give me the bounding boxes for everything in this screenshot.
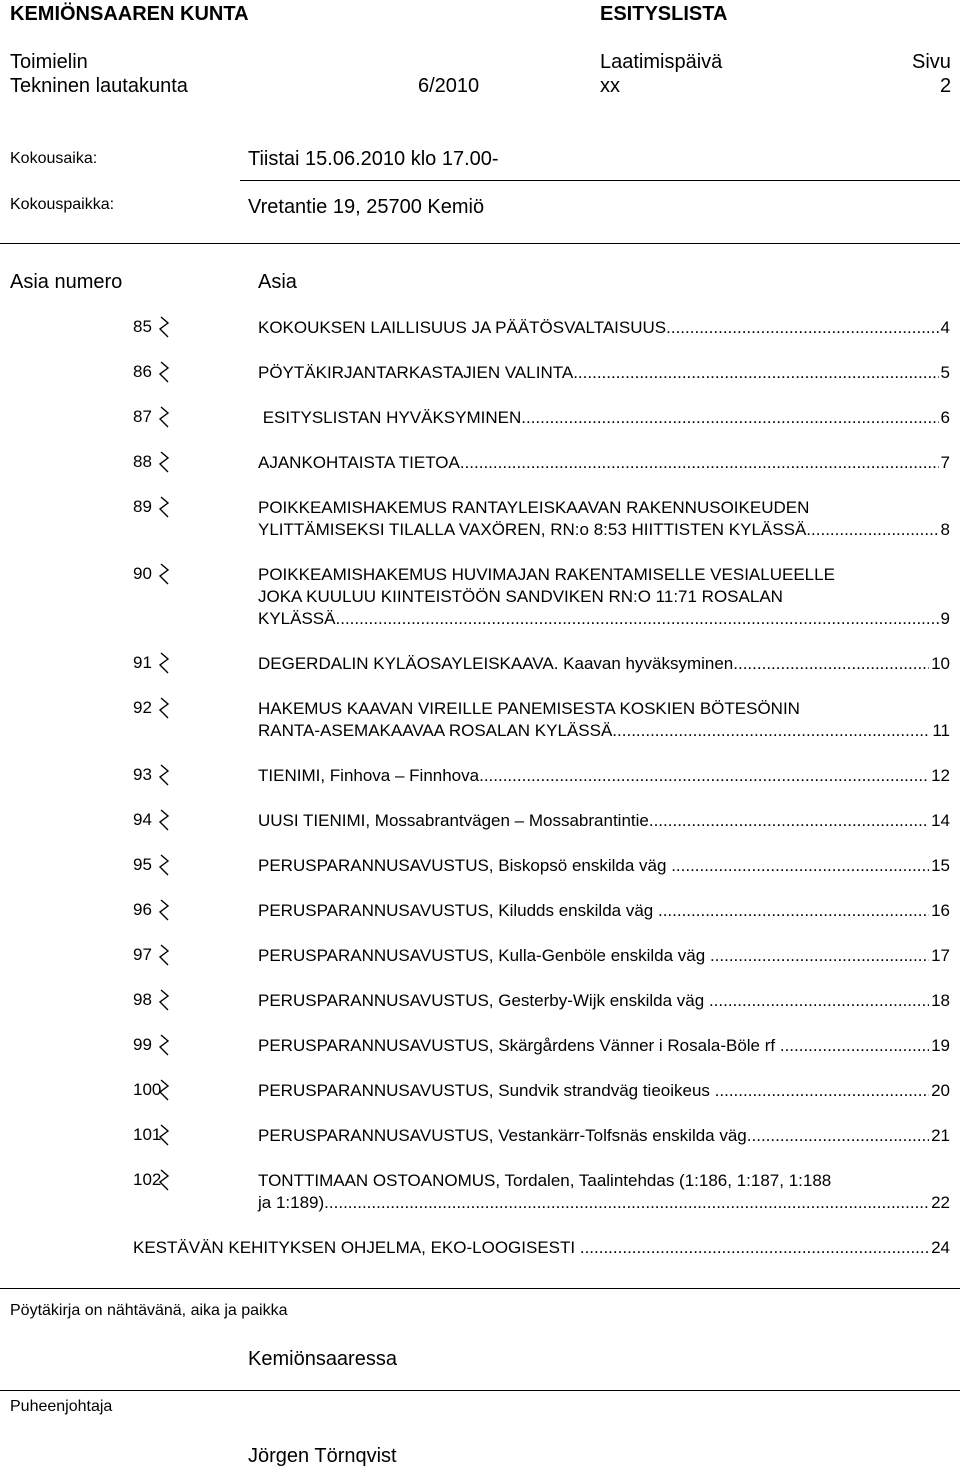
leader-dots [460, 452, 939, 474]
divider [0, 1288, 960, 1289]
item-number: 97 [133, 945, 152, 964]
item-page-number: 22 [931, 1193, 950, 1212]
item-page-number: 10 [931, 654, 950, 673]
item-page-number: 6 [940, 408, 950, 427]
organ-label: Toimielin [10, 51, 88, 73]
leader-dots [573, 362, 938, 384]
final-agenda-item [133, 1238, 950, 1258]
chair-name: Jörgen Törnqvist [248, 1445, 397, 1467]
divider [0, 1390, 960, 1391]
item-number: 87 [133, 407, 152, 426]
item-page-number: 15 [931, 856, 950, 875]
meeting-number: 6/2010 [418, 75, 480, 97]
meeting-place-label: Kokouspaikka: [10, 196, 115, 213]
item-title-last-line [258, 1035, 950, 1057]
item-title [258, 698, 950, 742]
item-number: 89 [133, 497, 152, 516]
item-number: 92 [133, 698, 152, 717]
item-page-number: 17 [931, 946, 950, 965]
final-item-text: KESTÄVÄN KEHITYKSEN OHJELMA, EKO-LOOGISESTI [133, 1238, 580, 1257]
section-mark-icon [157, 1034, 171, 1056]
leader-dots [612, 720, 930, 742]
item-title-line: KYLÄSSÄ [258, 609, 336, 628]
item-number: 93 [133, 765, 152, 784]
leader-dots [709, 990, 929, 1012]
item-page-number: 8 [940, 520, 950, 539]
item-title [258, 990, 950, 1012]
item-title-line: PERUSPARANNUSAVUSTUS, Kulla-Genböle enskilda väg [258, 946, 710, 965]
item-title-line: PERUSPARANNUSAVUSTUS, Vestankärr-Tolfsnäs enskilda väg [258, 1126, 747, 1145]
section-mark-icon [157, 764, 171, 786]
item-page-number: 9 [940, 609, 950, 628]
leader-dots [666, 317, 938, 339]
item-title-last-line [258, 855, 950, 877]
meeting-place: Vretantie 19, 25700 Kemiö [248, 196, 485, 218]
item-title-line: DEGERDALIN KYLÄOSAYLEISKAAVA. Kaavan hyväksyminen. [258, 654, 738, 673]
section-mark-icon [157, 899, 171, 921]
item-number: 96 [133, 900, 152, 919]
leader-dots [710, 945, 929, 967]
divider [0, 243, 960, 244]
page-label: Sivu [912, 51, 951, 73]
item-title-last-line [258, 1125, 950, 1147]
item-number: 85 [133, 317, 152, 336]
item-page-number: 16 [931, 901, 950, 920]
section-mark-icon [157, 316, 171, 338]
leader-dots [336, 608, 939, 630]
item-number: 90 [133, 564, 152, 583]
display-label: Pöytäkirja on nähtävänä, aika ja paikka [10, 1302, 288, 1319]
item-title-line: TIENIMI, Finhova – Finnhova [258, 766, 480, 785]
section-mark-icon [157, 406, 171, 428]
item-title-line: TONTTIMAAN OSTOANOMUS, Tordalen, Taalintehdas (1:186, 1:187, 1:188 [258, 1171, 832, 1190]
item-page-number: 20 [931, 1081, 950, 1100]
item-title-line: ESITYSLISTAN HYVÄKSYMINEN [258, 408, 522, 427]
item-number: 94 [133, 810, 152, 829]
leader-dots [671, 855, 929, 877]
item-page-number: 21 [931, 1126, 950, 1145]
item-title-line: KOKOUKSEN LAILLISUUS JA PÄÄTÖSVALTAISUUS [258, 318, 667, 337]
page-number: 2 [940, 75, 952, 97]
item-title [258, 497, 950, 541]
doc-type: ESITYSLISTA [600, 3, 728, 25]
item-page-number: 14 [931, 811, 950, 830]
item-title [258, 900, 950, 922]
item-title [258, 653, 950, 675]
item-title-line: PERUSPARANNUSAVUSTUS, Sundvik strandväg tieoikeus [258, 1081, 715, 1100]
section-mark-icon [157, 496, 171, 518]
item-title [258, 765, 950, 787]
section-mark-icon [157, 563, 171, 585]
item-title-line: RANTA-ASEMAKAAVAA ROSALAN KYLÄSSÄ [258, 721, 613, 740]
item-title-line: PÖYTÄKIRJANTARKASTAJIEN VALINTA [258, 363, 574, 382]
section-mark-icon [157, 1079, 171, 1101]
item-title [258, 855, 950, 877]
item-title-line: POIKKEAMISHAKEMUS RANTAYLEISKAAVAN RAKENNUSOIKEUDEN [258, 498, 810, 517]
item-number: 99 [133, 1035, 152, 1054]
leader-dots [747, 1125, 929, 1147]
item-title-line: JOKA KUULUU KIINTEISTÖÖN SANDVIKEN RN:O 11:71 ROSALAN [258, 587, 783, 606]
item-title-last-line [258, 407, 950, 429]
item-title-line: POIKKEAMISHAKEMUS HUVIMAJAN RAKENTAMISELLE VESIALUEELLE [258, 565, 835, 584]
item-title-last-line [258, 990, 950, 1012]
meeting-time: Tiistai 15.06.2010 klo 17.00- [248, 148, 499, 170]
leader-dots [806, 519, 938, 541]
item-number: 91 [133, 653, 152, 672]
item-title [258, 810, 950, 832]
item-title-line: ja 1:189) [258, 1193, 325, 1212]
leader-dots [521, 407, 938, 429]
column-subject-heading: Asia [258, 271, 297, 293]
item-title [258, 1035, 950, 1057]
leader-dots [324, 1192, 929, 1214]
item-number: 95 [133, 855, 152, 874]
item-title-last-line [258, 653, 950, 675]
display-place: Kemiönsaaressa [248, 1348, 397, 1370]
item-page-number: 19 [931, 1036, 950, 1055]
leader-dots [738, 653, 929, 675]
item-title-line: PERUSPARANNUSAVUSTUS, Biskopsö enskilda väg [258, 856, 672, 875]
item-title [258, 452, 950, 474]
section-mark-icon [157, 809, 171, 831]
item-number: 101 [133, 1125, 162, 1144]
leader-dots [780, 1035, 929, 1057]
item-page-number: 7 [940, 453, 950, 472]
item-page-number: 5 [940, 363, 950, 382]
chair-label: Puheenjohtaja [10, 1398, 113, 1415]
section-mark-icon [157, 1124, 171, 1146]
section-mark-icon [157, 1169, 171, 1191]
item-title-line: UUSI TIENIMI, Mossabrantvägen – Mossabrantintie [258, 811, 649, 830]
leader-dots [580, 1238, 929, 1258]
item-title-last-line [258, 317, 950, 339]
item-title [258, 564, 950, 630]
item-page-number: 11 [932, 721, 950, 740]
item-page-number: 12 [931, 766, 950, 785]
draft-date: xx [600, 75, 620, 97]
final-item-page: 24 [931, 1238, 950, 1257]
leader-dots [715, 1080, 929, 1102]
item-number: 102 [133, 1170, 162, 1189]
organ-name: Tekninen lautakunta [10, 75, 188, 97]
item-title [258, 1080, 950, 1102]
item-title-line: PERUSPARANNUSAVUSTUS, Kiludds enskilda väg [258, 901, 658, 920]
section-mark-icon [157, 361, 171, 383]
item-page-number: 4 [940, 318, 950, 337]
item-title [258, 1170, 950, 1214]
item-number: 88 [133, 452, 152, 471]
item-title [258, 407, 950, 429]
column-number-heading: Asia numero [10, 271, 123, 293]
item-title [258, 945, 950, 967]
leader-dots [658, 900, 929, 922]
divider [240, 180, 960, 181]
section-mark-icon [157, 451, 171, 473]
item-title-last-line [258, 765, 950, 787]
org-name: KEMIÖNSAAREN KUNTA [10, 3, 249, 25]
item-title-last-line [258, 519, 950, 541]
item-title-line: PERUSPARANNUSAVUSTUS, Gesterby-Wijk enskilda väg [258, 991, 709, 1010]
leader-dots [649, 810, 929, 832]
item-title [258, 317, 950, 339]
item-title-line: HAKEMUS KAAVAN VIREILLE PANEMISESTA KOSKIEN BÖTESÖNIN [258, 699, 800, 718]
section-mark-icon [157, 652, 171, 674]
item-number: 98 [133, 990, 152, 1009]
item-title-line: YLITTÄMISEKSI TILALLA VAXÖREN, RN:o 8:53 HIITTISTEN KYLÄSSÄ [258, 520, 807, 539]
item-title [258, 362, 950, 384]
item-title-last-line [258, 810, 950, 832]
item-title-last-line [258, 900, 950, 922]
item-title-last-line [258, 720, 950, 742]
item-page-number: 18 [931, 991, 950, 1010]
item-title-last-line [258, 608, 950, 630]
item-title-last-line [258, 452, 950, 474]
section-mark-icon [157, 989, 171, 1011]
item-title-last-line [258, 945, 950, 967]
section-mark-icon [157, 697, 171, 719]
meeting-time-label: Kokousaika: [10, 150, 98, 167]
item-title [258, 1125, 950, 1147]
item-number: 100 [133, 1080, 162, 1099]
section-mark-icon [157, 944, 171, 966]
item-title-last-line [258, 362, 950, 384]
item-title-line: PERUSPARANNUSAVUSTUS, Skärgårdens Vänner i Rosala-Böle rf [258, 1036, 780, 1055]
date-label: Laatimispäivä [600, 51, 723, 73]
item-title-last-line [258, 1192, 950, 1214]
item-title-last-line [258, 1080, 950, 1102]
section-mark-icon [157, 854, 171, 876]
leader-dots [479, 765, 929, 787]
item-title-line: AJANKOHTAISTA TIETOA [258, 453, 460, 472]
item-number: 86 [133, 362, 152, 381]
